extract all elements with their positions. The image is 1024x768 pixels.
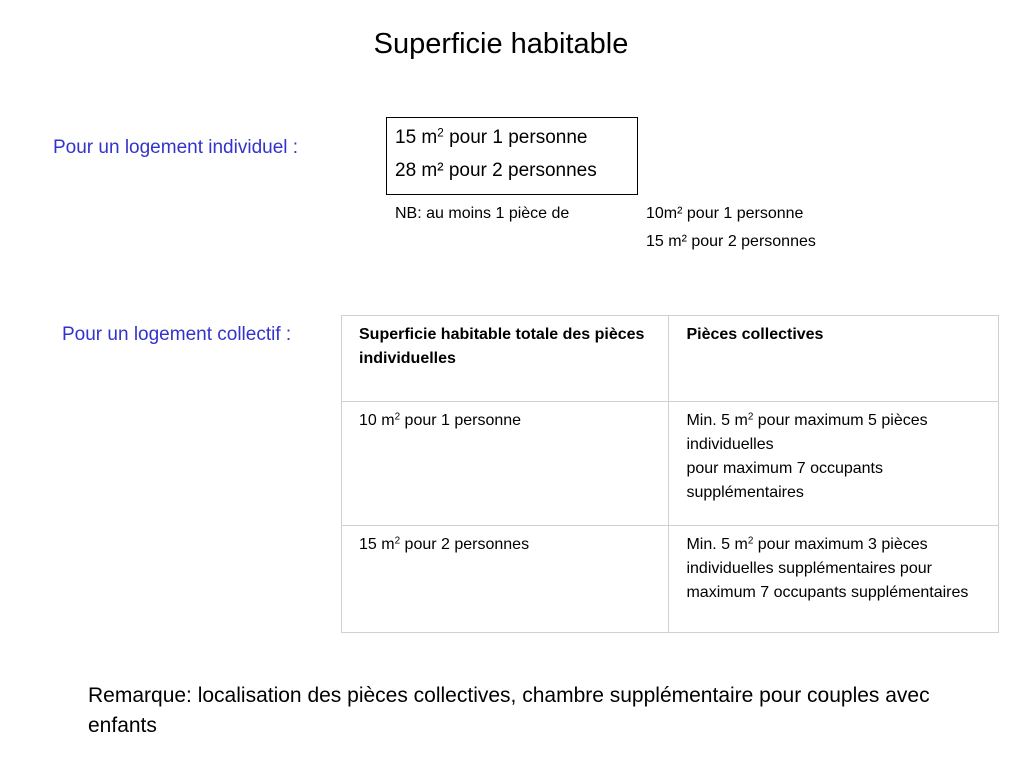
cell-value: 15 m bbox=[359, 536, 395, 553]
cell-sup: 2 bbox=[394, 411, 401, 423]
cell-value: Min. 5 m bbox=[686, 412, 748, 429]
cell-rest: pour 2 personnes bbox=[400, 536, 530, 553]
collective-housing-table bbox=[341, 315, 999, 633]
individual-surface-rest: pour 1 personne bbox=[443, 127, 588, 148]
cell-sup: 2 bbox=[394, 535, 401, 547]
cell-rest: pour maximum 5 pièces individuelles bbox=[686, 412, 928, 453]
table-cell-surface bbox=[342, 526, 669, 633]
nb-note-label: NB: au moins 1 pièce de bbox=[395, 205, 570, 222]
cell-rest: pour maximum 3 pièces individuelles supplémentaires pour maximum 7 occupants supplémentaires bbox=[686, 536, 969, 601]
remark-text: Remarque: localisation des pièces collectives, chambre supplémentaire pour couples avec enfants bbox=[88, 684, 930, 737]
cell-sup: 2 bbox=[747, 535, 754, 547]
individual-surface-rest: ² pour 2 personnes bbox=[437, 160, 597, 181]
cell-value: Min. 5 m bbox=[686, 536, 748, 553]
cell-value: 10 m bbox=[359, 412, 395, 429]
individual-surface-line bbox=[395, 160, 597, 182]
page-title: Superficie habitable bbox=[373, 28, 629, 60]
cell-rest: pour 1 personne bbox=[400, 412, 522, 429]
cell-sup: 2 bbox=[747, 411, 754, 423]
nb-note-line: 15 m² pour 2 personnes bbox=[646, 233, 816, 250]
individual-surface-sup: 2 bbox=[437, 126, 444, 140]
individual-housing-label: Pour un logement individuel : bbox=[53, 137, 299, 158]
individual-surface-value: 15 m bbox=[395, 127, 438, 148]
table-cell-pieces bbox=[669, 402, 999, 526]
table-header-cell: Pièces collectives bbox=[669, 316, 999, 402]
cell-extra-line: pour maximum 7 occupants supplémentaires bbox=[686, 460, 883, 501]
individual-surface-value: 28 m bbox=[395, 160, 438, 181]
table-header-row bbox=[342, 316, 999, 402]
table-cell-surface bbox=[342, 402, 669, 526]
table-cell-pieces bbox=[669, 526, 999, 633]
table-row bbox=[342, 402, 999, 526]
table-row bbox=[342, 526, 999, 633]
nb-note-line: 10m² pour 1 personne bbox=[646, 205, 804, 222]
table-header-cell: Superficie habitable totale des pièces individuelles bbox=[342, 316, 669, 402]
individual-surface-line bbox=[395, 127, 587, 149]
collective-housing-label: Pour un logement collectif : bbox=[62, 324, 292, 345]
